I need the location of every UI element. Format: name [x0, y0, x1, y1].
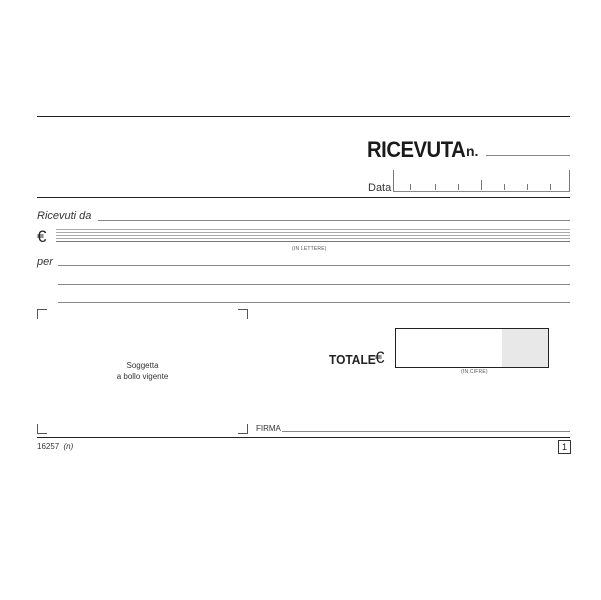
total-label: TOTALE [329, 352, 376, 367]
bottom-border [37, 437, 570, 438]
stamp-note [100, 360, 185, 382]
top-border [37, 116, 570, 117]
form-code-number: 16257 [37, 442, 60, 451]
receipt-number-label: n. [466, 143, 479, 159]
date-field[interactable] [393, 170, 570, 192]
purpose-field-line-2[interactable] [58, 284, 570, 285]
receipt-number-field[interactable] [486, 155, 570, 156]
date-label: Data [368, 182, 392, 194]
signature-field[interactable] [282, 431, 570, 432]
total-amount-field[interactable] [395, 328, 549, 368]
form-code-suffix: (n) [63, 442, 74, 451]
purpose-field-line-3[interactable] [58, 302, 570, 303]
euro-icon: € [37, 227, 47, 246]
form-code [37, 442, 73, 451]
in-words-note: (IN LETTERE) [292, 246, 327, 252]
cents-box [502, 329, 548, 367]
received-from-label: Ricevuti da [37, 210, 92, 222]
in-figures-note: (IN CIFRE) [461, 369, 488, 375]
copy-number-badge: 1 [558, 440, 571, 454]
header-separator [37, 197, 570, 198]
purpose-field-line-1[interactable] [58, 265, 570, 266]
purpose-label: per [37, 256, 53, 268]
stamp-note-line-2: a bollo vigente [116, 372, 169, 381]
receipt-title: RICEVUTA [367, 137, 466, 162]
total-euro-icon: € [375, 348, 385, 367]
received-from-field[interactable] [98, 220, 570, 221]
signature-label: FIRMA [256, 424, 281, 433]
amount-in-words-field[interactable] [56, 229, 570, 244]
stamp-note-line-1: Soggetta [126, 361, 159, 370]
